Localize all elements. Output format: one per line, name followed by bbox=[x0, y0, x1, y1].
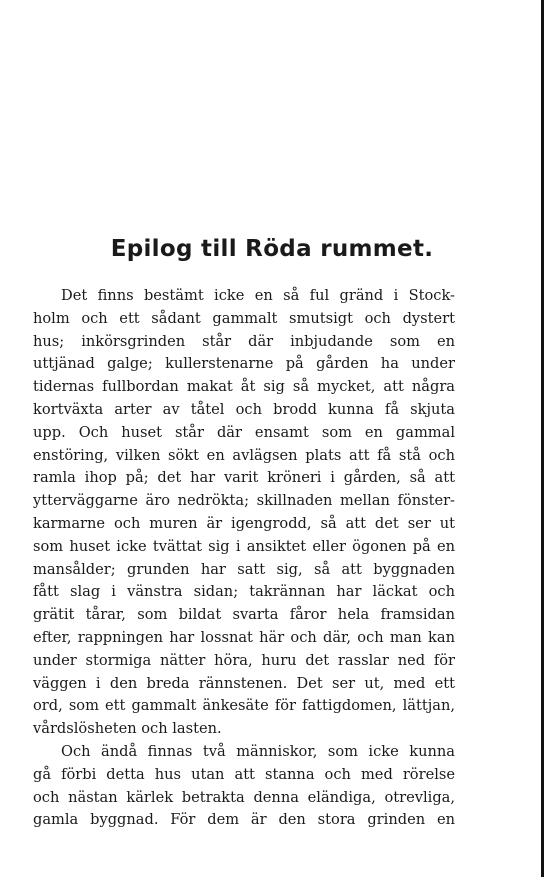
text-line: grätit tårar, som bildat svarta fåror hela framsidan bbox=[33, 606, 455, 624]
text-line: vårdslösheten och lasten. bbox=[33, 720, 222, 738]
text-line: tidernas fullbordan makat åt sig så mycket, att några bbox=[33, 378, 455, 396]
text-line: Det finns bestämt icke en så ful gränd i Stock- bbox=[61, 287, 455, 304]
text-line: gå förbi detta hus utan att stanna och med rörelse bbox=[33, 765, 455, 783]
text-line: ramla ihop på; det har varit kröneri i gården, så att bbox=[33, 469, 455, 487]
text-line: efter, rappningen har lossnat här och där, och man kan bbox=[33, 628, 455, 646]
chapter-title: Epilog till Röda rummet. bbox=[110, 236, 434, 262]
text-line: mansålder; grunden har satt sig, så att byggnaden bbox=[33, 560, 455, 578]
text-line: väggen i den breda rännstenen. Det ser ut, med ett bbox=[33, 674, 455, 692]
text-line: gamla byggnad. För dem är den stora grinden en bbox=[33, 811, 455, 829]
text-line: ytterväggarne äro nedrökta; skillnaden mellan fönster- bbox=[33, 492, 455, 510]
text-line: fått slag i vänstra sidan; takrännan har läckat och bbox=[33, 583, 455, 601]
text-line: uttjänad galge; kullerstenarne på gården ha under bbox=[33, 355, 455, 373]
text-line: under stormiga nätter höra, huru det rasslar ned för bbox=[33, 651, 455, 669]
body-text bbox=[33, 285, 455, 832]
text-line: hus; inkörsgrinden står där inbjudande som en bbox=[33, 332, 455, 350]
text-line: upp. Och huset står där ensamt som en gammal bbox=[33, 423, 455, 441]
text-line: kortväxta arter av tåtel och brodd kunna få skjuta bbox=[33, 400, 455, 418]
text-line: Och ändå finnas två människor, som icke kunna bbox=[61, 742, 455, 760]
text-line: ord, som ett gammalt änkesäte för fattigdomen, lättjan, bbox=[33, 697, 455, 715]
text-line: som huset icke tvättat sig i ansiktet eller ögonen på en bbox=[33, 537, 455, 555]
text-line: och nästan kärlek betrakta denna eländiga, otrevliga, bbox=[33, 788, 455, 806]
text-line: karmarne och muren är igengrodd, så att det ser ut bbox=[33, 514, 455, 532]
text-line: enstöring, vilken sökt en avlägsen plats att få stå och bbox=[33, 446, 455, 464]
text-line: holm och ett sådant gammalt smutsigt och dystert bbox=[33, 309, 455, 327]
